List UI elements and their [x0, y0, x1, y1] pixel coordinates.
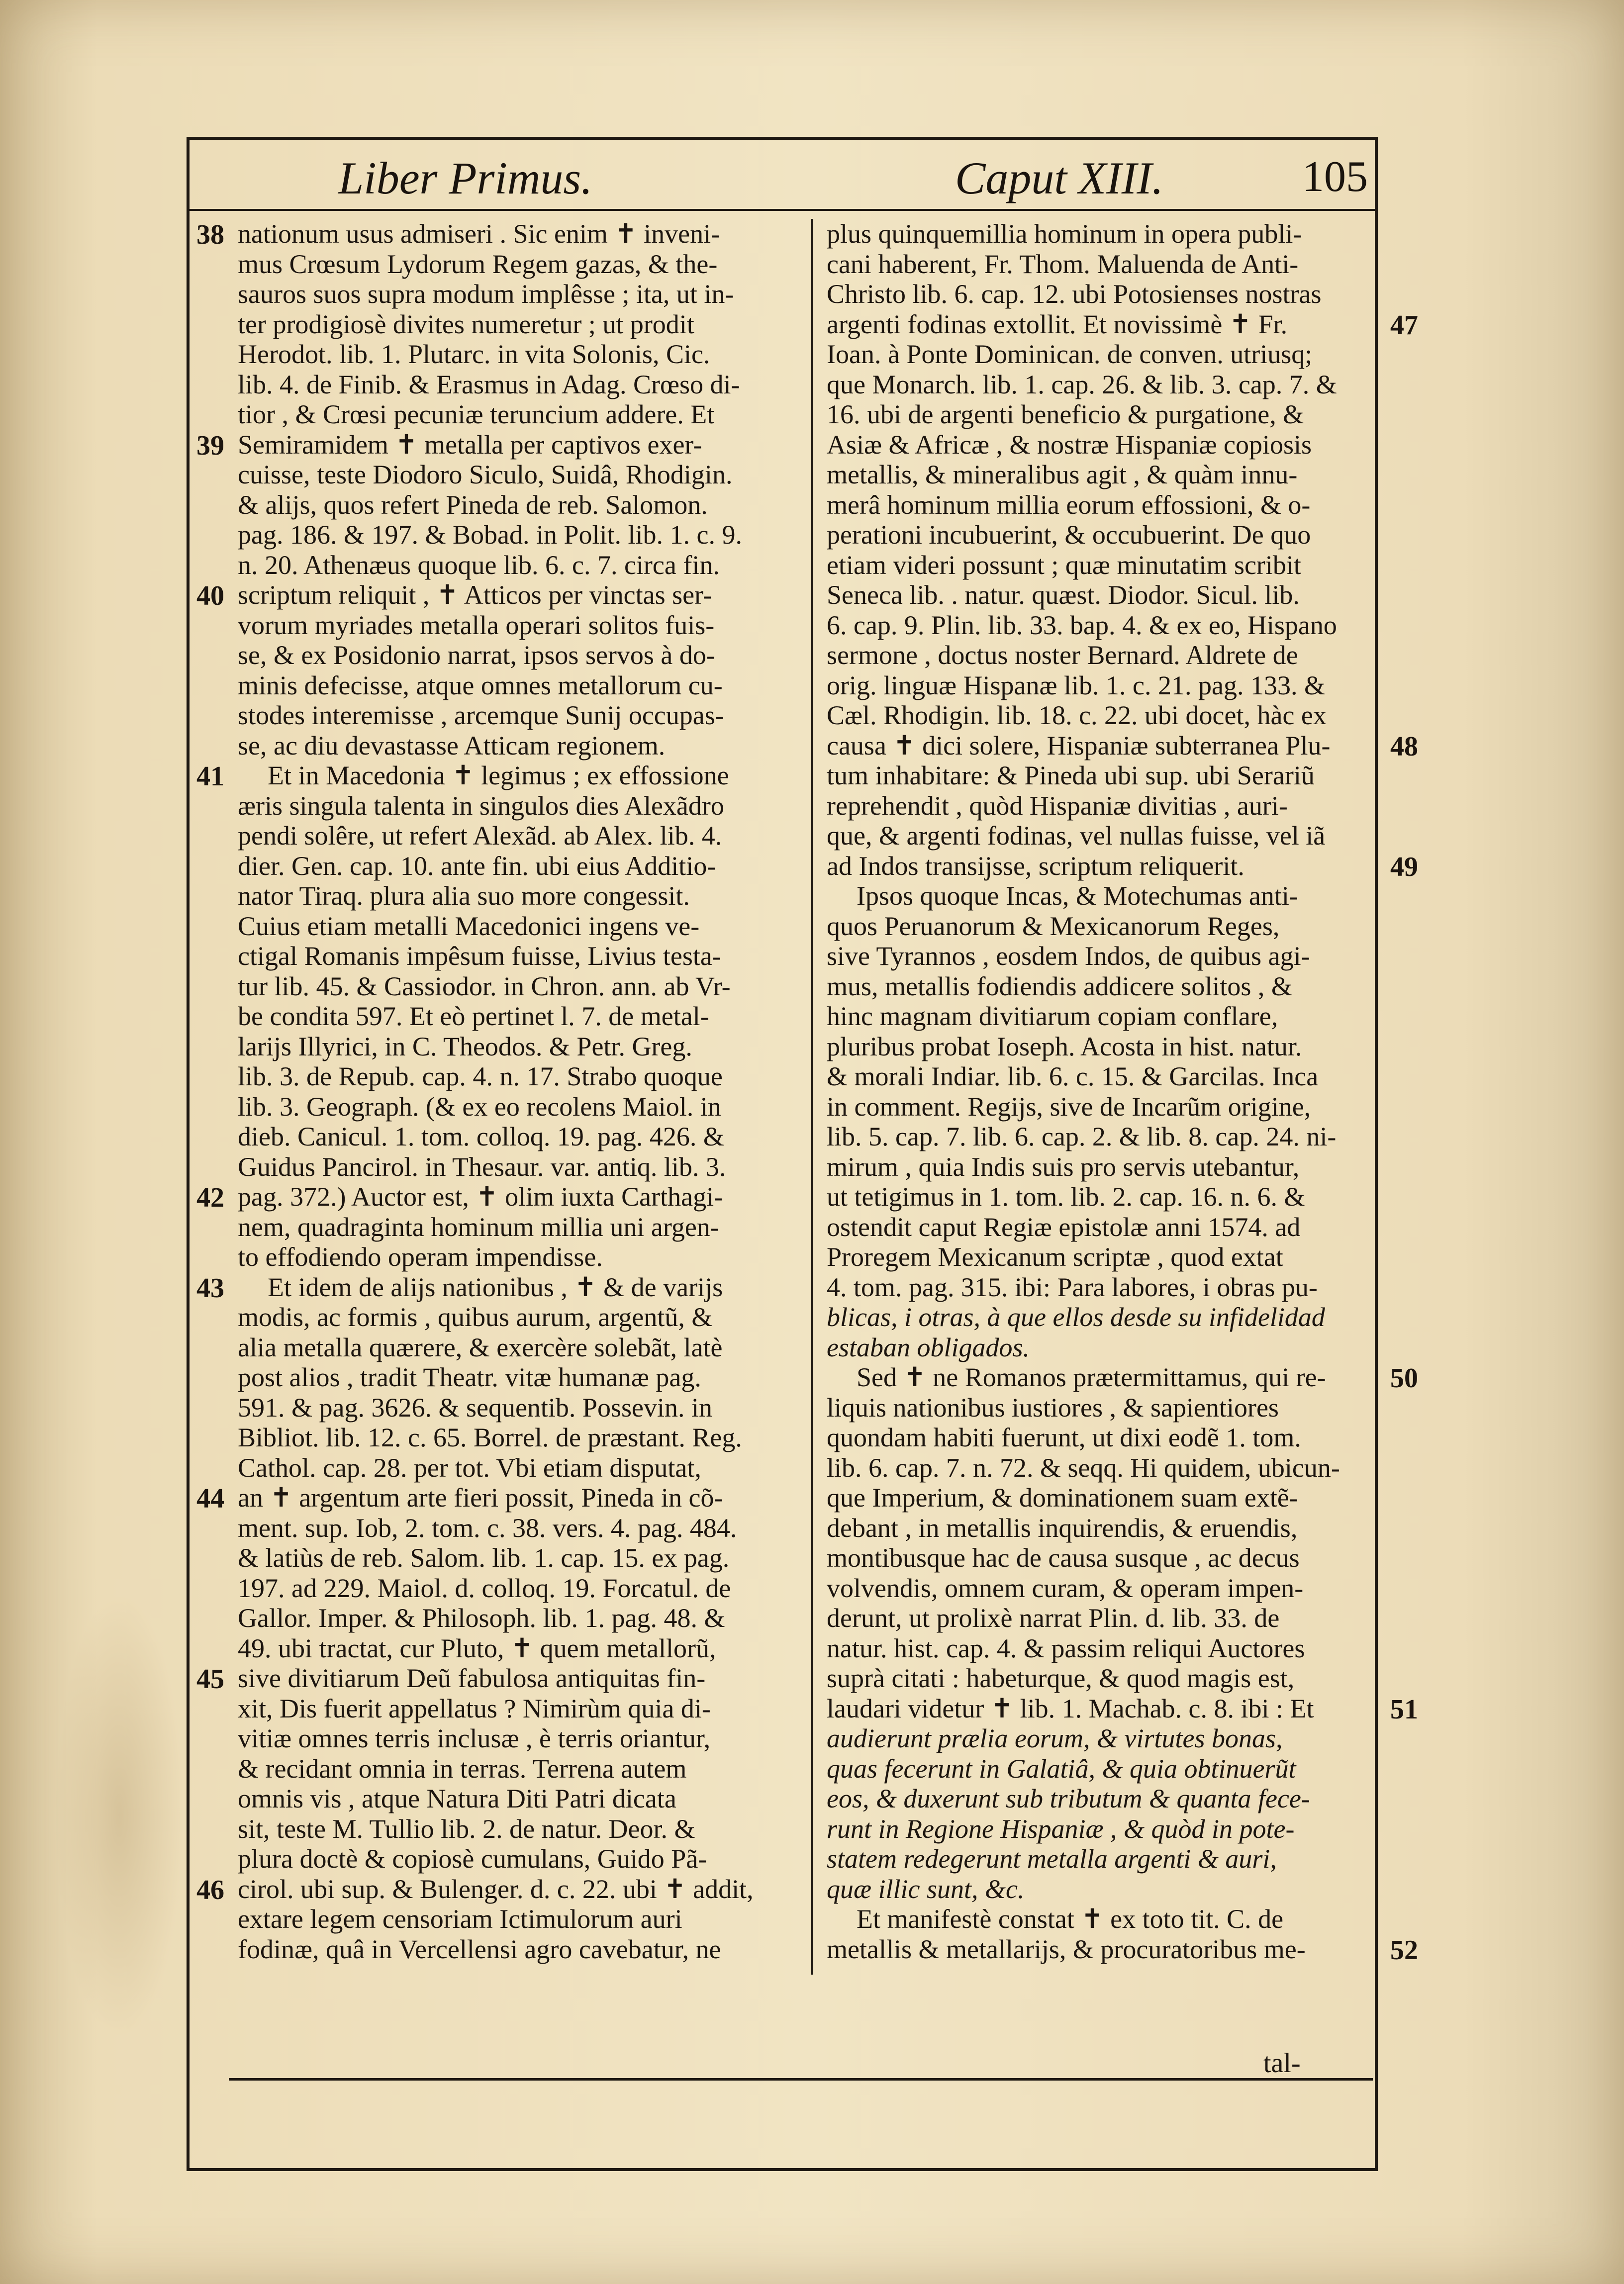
text-line: pluribus probat Ioseph. Acosta in hist. natur.	[827, 1031, 1302, 1061]
margin-note-number: 40	[196, 580, 224, 611]
text-line: nator Tiraq. plura alia suo more congessit.	[238, 881, 690, 911]
text-line: cirol. ubi sup. & Bulenger. d. c. 22. ubi ✝ addit,	[238, 1874, 754, 1904]
text-line: tur lib. 45. & Cassiodor. in Chron. ann. ab Vr-	[238, 971, 731, 1001]
text-line: metallis, & mineralibus agit , & quàm innu-	[827, 460, 1298, 489]
text-line: mus, metallis fodiendis addicere solitos , &	[827, 971, 1292, 1001]
text-line: minis defecisse, atque omnes metallorum cu-	[238, 670, 723, 700]
text-line: sauros suos supra modum implêsse ; ita, ut in-	[238, 279, 734, 309]
margin-note-number: 46	[196, 1874, 224, 1905]
text-line: hinc magnam divitiarum copiam conflare,	[827, 1001, 1278, 1031]
text-line: in comment. Regijs, sive de Incarũm origine,	[827, 1091, 1311, 1122]
text-line: Guidus Pancirol. in Thesaur. var. antiq. lib. 3.	[238, 1151, 726, 1182]
left-text-column	[238, 219, 807, 1964]
text-line: ter prodigiosè divites numeretur ; ut prodit	[238, 309, 694, 339]
text-line: Cæl. Rhodigin. lib. 18. c. 22. ubi docet, hàc ex	[827, 700, 1327, 730]
text-line: Proregem Mexicanum scriptæ , quod extat	[827, 1242, 1283, 1272]
text-line: que Monarch. lib. 1. cap. 26. & lib. 3. cap. 7. &	[827, 369, 1337, 399]
text-line: blicas, i otras, à que ellos desde su infidelidad	[827, 1302, 1325, 1332]
text-line: pendi solêre, ut refert Alexãd. ab Alex. lib. 4.	[238, 821, 722, 851]
text-line: volvendis, omnem curam, & operam impen-	[827, 1573, 1304, 1603]
text-line: & morali Indiar. lib. 6. c. 15. & Garcilas. Inca	[827, 1061, 1319, 1091]
text-line: perationi incubuerint, & occubuerint. De quo	[827, 520, 1311, 550]
text-line: argenti fodinas extollit. Et novissimè ✝ Fr.	[827, 309, 1288, 339]
margin-note-number: 39	[196, 430, 224, 461]
text-line: stodes interemisse , arcemque Sunij occupas-	[238, 700, 724, 730]
text-line: ut tetigimus in 1. tom. lib. 2. cap. 16. n. 6. &	[827, 1182, 1305, 1212]
text-line: Et idem de alijs nationibus , ✝ & de varijs	[268, 1272, 723, 1302]
text-line: mus Crœsum Lydorum Regem gazas, & the-	[238, 249, 718, 279]
text-line: n. 20. Athenæus quoque lib. 6. c. 7. circa fin.	[238, 550, 720, 580]
text-line: Et in Macedonia ✝ legimus ; ex effossione	[268, 761, 729, 790]
text-line: lib. 3. de Repub. cap. 4. n. 17. Strabo quoque	[238, 1061, 723, 1091]
text-line: quæ illic sunt, &c.	[827, 1874, 1025, 1904]
column-divider	[811, 219, 813, 1975]
text-line: Cathol. cap. 28. per tot. Vbi etiam disputat,	[238, 1452, 701, 1483]
text-line: se, & ex Posidonio narrat, ipsos servos à do-	[238, 640, 715, 670]
text-line: sermone , doctus noster Bernard. Aldrete de	[827, 640, 1298, 670]
text-line: Seneca lib. . natur. quæst. Diodor. Sicul. lib.	[827, 580, 1300, 610]
text-line: Ioan. à Ponte Dominican. de conven. utriusq;	[827, 339, 1313, 369]
margin-note-number: 47	[1390, 309, 1418, 341]
text-line: xit, Dis fuerit appellatus ? Nimirùm quia di-	[238, 1693, 711, 1723]
text-line: modis, ac formis , quibus aurum, argentũ, &	[238, 1302, 713, 1332]
text-line: Gallor. Imper. & Philosoph. lib. 1. pag. 48. &	[238, 1603, 725, 1633]
margin-note-number: 48	[1390, 731, 1418, 762]
text-line: scriptum reliquit , ✝ Atticos per vinctas ser-	[238, 580, 712, 610]
text-line: lib. 4. de Finib. & Erasmus in Adag. Crœso di-	[238, 369, 740, 399]
margin-note-number: 38	[196, 219, 224, 250]
text-line: post alios , tradit Theatr. vitæ humanæ pag.	[238, 1362, 701, 1392]
text-line: liquis nationibus iustiores , & sapientiores	[827, 1392, 1279, 1423]
text-line: quas fecerunt in Galatiâ, & quia obtinuerũt	[827, 1753, 1296, 1784]
text-line: æris singula talenta in singulos dies Alexãdro	[238, 790, 724, 821]
text-line: mirum , quia Indis suis pro servis utebantur,	[827, 1151, 1300, 1182]
margin-note-number: 49	[1390, 851, 1418, 882]
text-line: & recidant omnia in terras. Terrena autem	[238, 1753, 687, 1784]
text-line: ostendit caput Regiæ epistolæ anni 1574. ad	[827, 1212, 1301, 1242]
text-line: cani haberent, Fr. Thom. Maluenda de Anti-	[827, 249, 1299, 279]
text-line: nationum usus admiseri . Sic enim ✝ inveni-	[238, 219, 720, 249]
text-line: merâ hominum millia eorum effossioni, & o-	[827, 489, 1311, 520]
text-line: 16. ubi de argenti beneficio & purgatione, &	[827, 399, 1304, 429]
margin-note-number: 41	[196, 761, 224, 792]
text-line: laudari videtur ✝ lib. 1. Machab. c. 8. ibi : Et	[827, 1693, 1314, 1723]
folio-number: 105	[1302, 153, 1368, 201]
text-line: nem, quadraginta hominum millia uni argen-	[238, 1212, 719, 1242]
text-line: sit, teste M. Tullio lib. 2. de natur. Deor. &	[238, 1813, 695, 1844]
text-line: Cuius etiam metalli Macedonici ingens ve-	[238, 911, 700, 941]
text-line: audierunt prælia eorum, & virtutes bonas,	[827, 1723, 1283, 1753]
text-line: plus quinquemillia hominum in opera publi-	[827, 219, 1302, 249]
text-line: sive Tyrannos , eosdem Indos, de quibus agi-	[827, 941, 1310, 971]
text-line: pag. 372.) Auctor est, ✝ olim iuxta Carthagi-	[238, 1182, 723, 1212]
margin-note-number: 52	[1390, 1934, 1418, 1966]
text-line: larijs Illyrici, in C. Theodos. & Petr. Greg.	[238, 1031, 692, 1061]
text-line: etiam videri possunt ; quæ minutatim scribit	[827, 550, 1301, 580]
text-line: estaban obligados.	[827, 1332, 1030, 1362]
text-line: se, ac diu devastasse Atticam regionem.	[238, 730, 666, 761]
text-line: extare legem censoriam Ictimulorum auri	[238, 1904, 682, 1934]
text-line: lib. 3. Geograph. (& ex eo recolens Maiol. in	[238, 1091, 721, 1122]
header-rule	[187, 209, 1378, 211]
margin-note-number: 43	[196, 1272, 224, 1304]
catchword: tal-	[1263, 2048, 1301, 2079]
margin-note-number: 51	[1390, 1694, 1418, 1725]
text-line: fodinæ, quâ in Vercellensi agro cavebatur, ne	[238, 1934, 721, 1964]
margin-note-number: 42	[196, 1182, 224, 1213]
text-line: cuisse, teste Diodoro Siculo, Suidâ, Rhodigin.	[238, 460, 733, 489]
text-line: vitiæ omnes terris inclusæ , è terris oriantur,	[238, 1723, 711, 1753]
margin-note-number: 44	[196, 1483, 224, 1514]
text-line: que, & argenti fodinas, vel nullas fuisse, vel iã	[827, 821, 1326, 851]
text-line: Herodot. lib. 1. Plutarc. in vita Solonis, Cic.	[238, 339, 710, 369]
text-line: eos, & duxerunt sub tributum & quanta fece-	[827, 1784, 1310, 1813]
text-line: Sed ✝ ne Romanos prætermittamus, qui re-	[857, 1362, 1326, 1392]
text-line: runt in Regione Hispaniæ , & quòd in pote-	[827, 1813, 1295, 1844]
text-line: montibusque hac de causa susque , ac decus	[827, 1543, 1300, 1573]
text-line: Christo lib. 6. cap. 12. ubi Potosienses nostras	[827, 279, 1322, 309]
text-line: vorum myriades metalla operari solitos fuis-	[238, 610, 715, 640]
running-head-book: Liber Primus.	[338, 153, 593, 203]
text-line: 4. tom. pag. 315. ibi: Para labores, i obras pu-	[827, 1272, 1318, 1302]
text-line: pag. 186. & 197. & Bobad. in Polit. lib. 1. c. 9.	[238, 520, 742, 550]
text-line: reprehendit , quòd Hispaniæ divitias , auri-	[827, 790, 1288, 821]
text-line: & latiùs de reb. Salom. lib. 1. cap. 15. ex pag.	[238, 1543, 730, 1573]
text-line: Asiæ & Africæ , & nostræ Hispaniæ copiosis	[827, 429, 1312, 460]
running-head-chapter: Caput XIII.	[955, 153, 1164, 203]
text-line: 6. cap. 9. Plin. lib. 33. bap. 4. & ex eo, Hispano	[827, 610, 1337, 640]
text-line: natur. hist. cap. 4. & passim reliqui Auctores	[827, 1633, 1305, 1663]
text-line: statem redegerunt metalla argenti & auri,	[827, 1844, 1277, 1874]
text-line: 49. ubi tractat, cur Pluto, ✝ quem metallorũ,	[238, 1633, 716, 1663]
text-line: lib. 6. cap. 7. n. 72. & seqq. Hi quidem, ubicun-	[827, 1452, 1340, 1483]
text-line: to effodiendo operam impendisse.	[238, 1242, 603, 1272]
text-line: tior , & Crœsi pecuniæ teruncium addere. Et	[238, 399, 715, 429]
text-line: lib. 5. cap. 7. lib. 6. cap. 2. & lib. 8. cap. 24. ni-	[827, 1122, 1337, 1151]
text-line: be condita 597. Et eò pertinet l. 7. de metal-	[238, 1001, 709, 1031]
text-line: alia metalla quærere, & exercère solebãt, latè	[238, 1332, 723, 1362]
text-line: dieb. Canicul. 1. tom. colloq. 19. pag. 426. &	[238, 1122, 724, 1151]
text-line: orig. linguæ Hispanæ lib. 1. c. 21. pag. 133. &	[827, 670, 1325, 700]
text-line: an ✝ argentum arte fieri possit, Pineda in cõ-	[238, 1483, 723, 1513]
text-line: que Imperium, & dominationem suam extẽ-	[827, 1483, 1298, 1513]
text-line: debant , in metallis inquirendis, & eruendis,	[827, 1513, 1298, 1543]
text-line: ment. sup. Iob, 2. tom. c. 38. vers. 4. pag. 484.	[238, 1513, 737, 1543]
text-line: plura doctè & copiosè cumulans, Guido Pã-	[238, 1844, 707, 1874]
text-line: ctigal Romanis impêsum fuisse, Livius testa-	[238, 941, 721, 971]
text-line: causa ✝ dici solere, Hispaniæ subterranea Plu-	[827, 730, 1331, 761]
text-line: 197. ad 229. Maiol. d. colloq. 19. Forcatul. de	[238, 1573, 731, 1603]
text-line: sive divitiarum Deũ fabulosa antiquitas fin-	[238, 1663, 706, 1693]
text-line: tum inhabitare: & Pineda ubi sup. ubi Serariũ	[827, 761, 1315, 790]
text-line: Bibliot. lib. 12. c. 65. Borrel. de præstant. Reg.	[238, 1423, 742, 1452]
margin-note-number: 50	[1390, 1363, 1418, 1394]
text-line: Ipsos quoque Incas, & Motechumas anti-	[857, 881, 1298, 911]
text-line: suprà citati : habeturque, & quod magis est,	[827, 1663, 1295, 1693]
bottom-rule	[229, 2078, 1373, 2081]
page-stain	[55, 1592, 184, 2039]
right-text-column	[827, 219, 1396, 1964]
text-line: omnis vis , atque Natura Diti Patri dicata	[238, 1784, 676, 1813]
text-line: 591. & pag. 3626. & sequentib. Possevin. in	[238, 1392, 712, 1423]
text-line: quos Peruanorum & Mexicanorum Reges,	[827, 911, 1280, 941]
text-line: Semiramidem ✝ metalla per captivos exer-	[238, 429, 702, 460]
text-line: ad Indos transijsse, scriptum reliquerit.	[827, 851, 1244, 881]
margin-note-number: 45	[196, 1664, 224, 1695]
text-line: derunt, ut prolixè narrat Plin. d. lib. 33. de	[827, 1603, 1280, 1633]
text-line: quondam habiti fuerunt, ut dixi eodẽ 1. tom.	[827, 1423, 1301, 1452]
text-line: Et manifestè constat ✝ ex toto tit. C. de	[857, 1904, 1284, 1934]
text-line: dier. Gen. cap. 10. ante fin. ubi eius Additio-	[238, 851, 716, 881]
text-line: & alijs, quos refert Pineda de reb. Salomon.	[238, 489, 708, 520]
text-line: metallis & metallarijs, & procuratoribus me-	[827, 1934, 1306, 1964]
